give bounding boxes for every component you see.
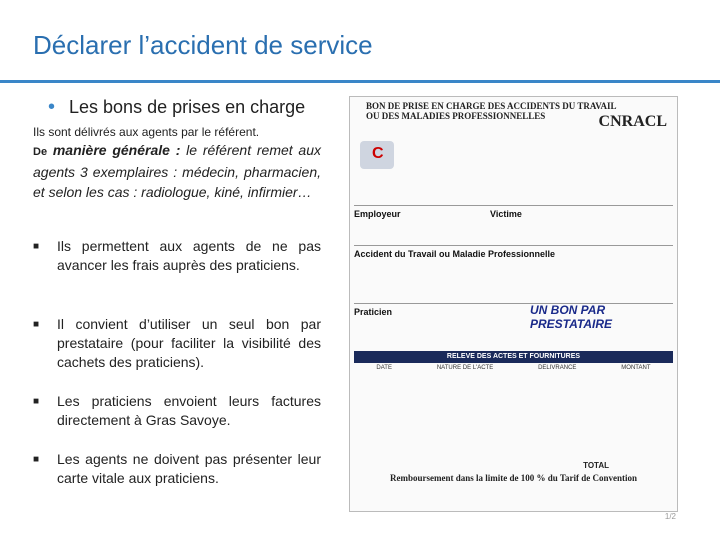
- list-item-text: Il convient d’utiliser un seul bon par prestataire (pour faciliter la visibilité des cachets des praticiens).: [57, 316, 321, 370]
- section-heading-text: Les bons de prises en charge: [69, 97, 306, 117]
- form-col: MONTANT: [621, 365, 651, 371]
- square-bullet-icon: ■: [33, 454, 40, 465]
- form-divider: [354, 245, 673, 246]
- para-rest: le référent remet aux agents 3 exemplaires : médecin, pharmacien, et selon les cas : radiologue, kiné, infirmier…: [33, 142, 322, 200]
- list-item: [33, 315, 321, 372]
- para-lead: De: [33, 146, 48, 158]
- form-header-line1: BON DE PRISE EN CHARGE DES ACCIDENTS DU TRAVAIL: [366, 101, 617, 111]
- bullet-dot-icon: •: [48, 96, 56, 118]
- prestataire-stamp: UN BON PAR PRESTATAIRE: [530, 303, 613, 331]
- list-item: [33, 392, 321, 430]
- form-header: [366, 101, 617, 121]
- form-accident: Accident du Travail ou Maladie Professionnelle: [354, 249, 556, 259]
- square-bullet-icon: ■: [33, 396, 40, 407]
- list-item: [33, 237, 321, 275]
- form-band: RELEVE DES ACTES ET FOURNITURES: [354, 351, 673, 363]
- form-col: DATE: [376, 365, 392, 371]
- section-heading: [48, 96, 305, 119]
- form-col: NATURE DE L'ACTE: [436, 365, 494, 371]
- title-divider: [0, 80, 720, 83]
- form-col: DELIVRANCE: [538, 365, 577, 371]
- form-total: TOTAL: [583, 461, 609, 470]
- list-item-text: Ils permettent aux agents de ne pas avancer les frais auprès des praticiens.: [57, 238, 321, 273]
- list-item-text: Les praticiens envoient leurs factures directement à Gras Savoye.: [57, 393, 321, 428]
- list-item-text: Les agents ne doivent pas présenter leur carte vitale aux praticiens.: [57, 451, 321, 486]
- page-title: Déclarer l’accident de service: [33, 30, 373, 60]
- form-image: [349, 96, 678, 512]
- form-victime: Victime: [490, 209, 522, 219]
- intro-text: Ils sont délivrés aux agents par le référent.: [33, 125, 260, 139]
- list-item: [33, 450, 321, 488]
- cnracl-logo: CNRACL: [598, 113, 667, 130]
- general-paragraph: [33, 140, 321, 202]
- form-remboursement: Remboursement dans la limite de 100 % du Tarif de Convention: [389, 473, 638, 483]
- form-header-line2: OU DES MALADIES PROFESSIONNELLES: [366, 111, 546, 121]
- square-bullet-icon: ■: [33, 241, 40, 252]
- square-bullet-icon: ■: [33, 319, 40, 330]
- form-praticien: Praticien: [354, 307, 393, 317]
- form-divider: [354, 205, 673, 206]
- para-bold: manière générale :: [52, 142, 181, 158]
- form-columns: [354, 365, 673, 371]
- cg-logo-icon: C: [360, 141, 394, 169]
- form-employeur: Employeur: [354, 209, 401, 219]
- page-number: 1/2: [664, 512, 676, 521]
